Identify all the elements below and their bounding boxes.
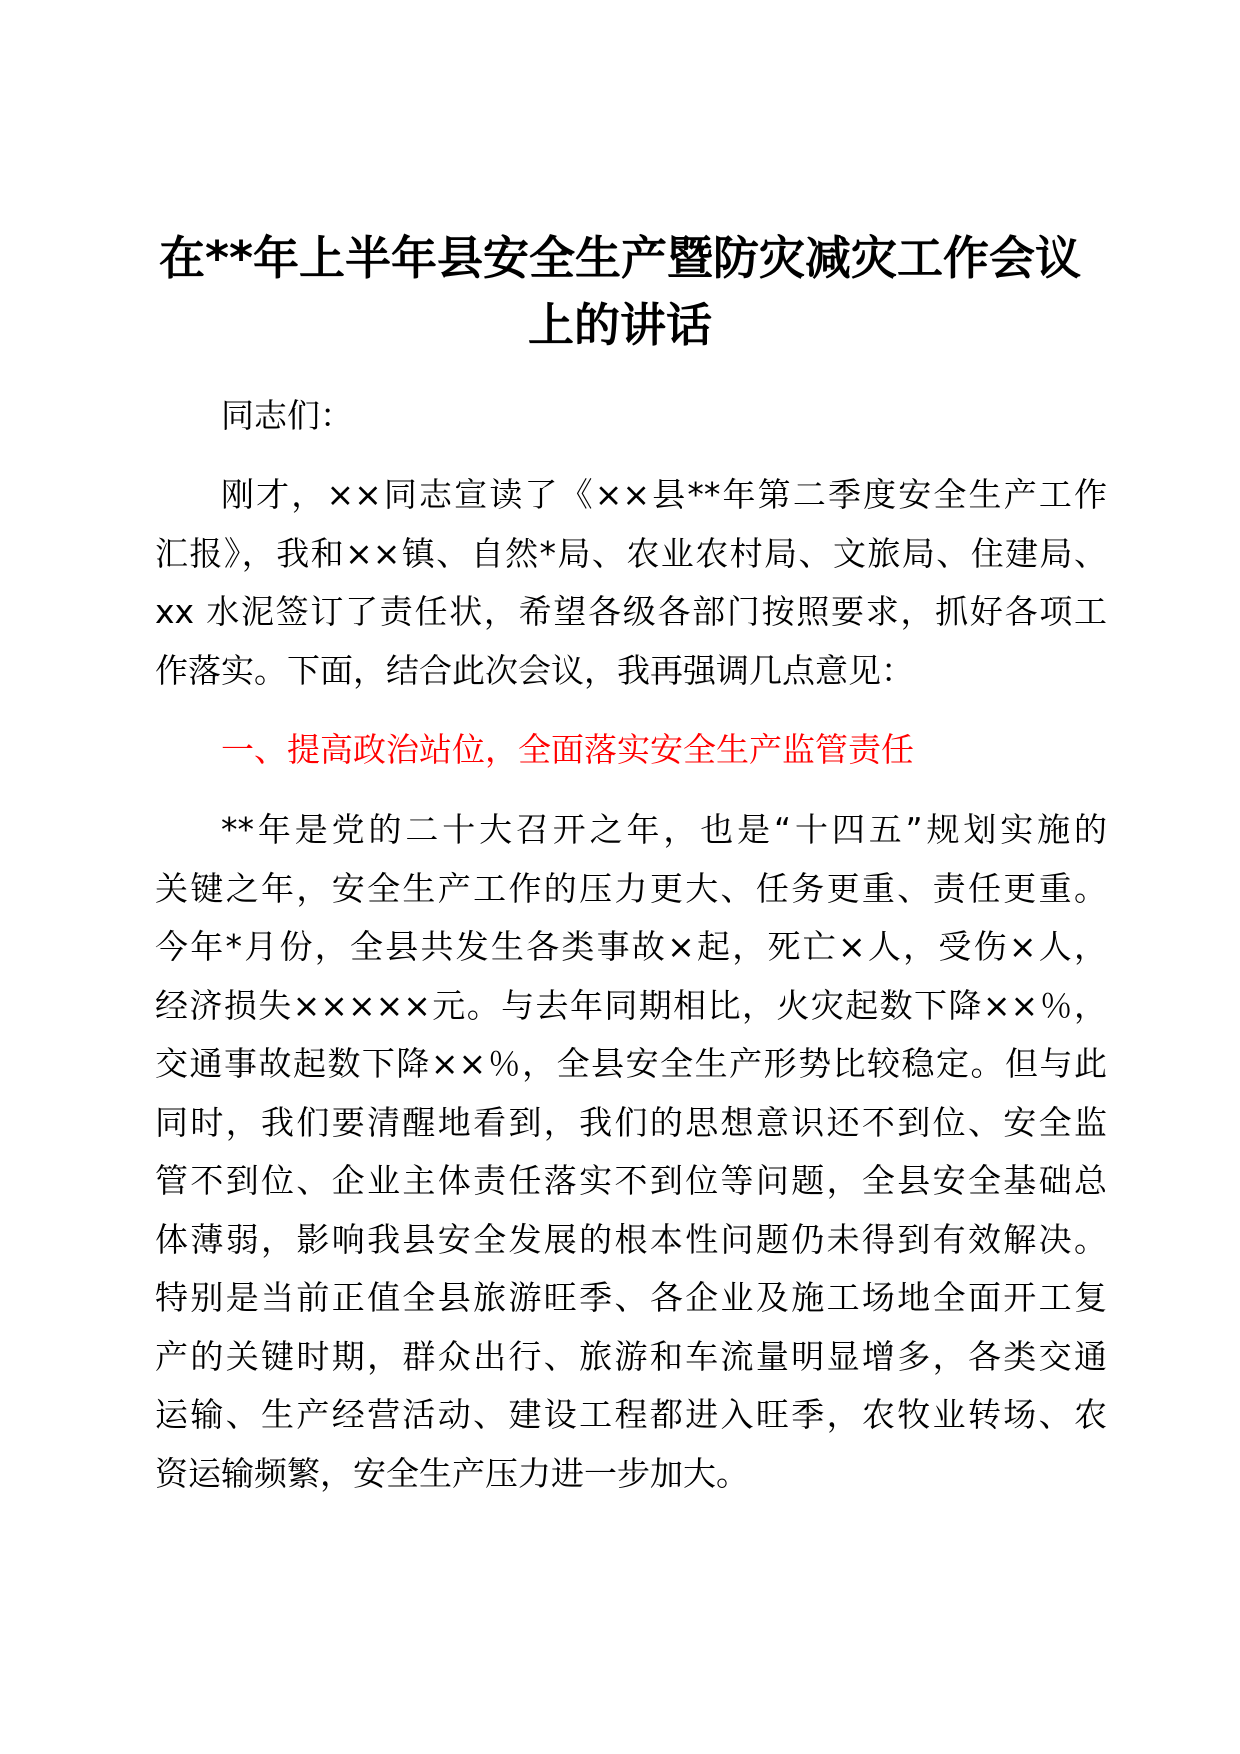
text-line: 作落实。下面，结合此次会议，我再强调几点意见： <box>155 650 914 690</box>
section-heading-block <box>155 721 1107 780</box>
paragraph-intro <box>155 466 1107 700</box>
title-line: 上的讲话 <box>528 298 712 352</box>
text-line: 资运输频繁，安全生产压力进一步加大。 <box>155 1453 749 1493</box>
salutation: 同志们： <box>221 396 353 435</box>
text-line: 运输、生产经营活动、建设工程都进入旺季，农牧业转场、农 <box>155 1395 1107 1434</box>
text-line: 汇报》，我和××镇、自然*局、农业农村局、文旅局、住建局、 <box>155 533 1107 573</box>
text-line: 交通事故起数下降××％，全县安全生产形势比较稳定。但与此 <box>155 1044 1107 1083</box>
text-line: xx 水泥签订了责任状，希望各级各部门按照要求，抓好各项工 <box>155 592 1107 631</box>
text-line: 管不到位、企业主体责任落实不到位等问题，全县安全基础总 <box>155 1161 1107 1200</box>
text-line: 特别是当前正值全县旅游旺季、各企业及施工场地全面开工复 <box>155 1278 1107 1317</box>
title-line: 在**年上半年县安全生产暨防灾减灾工作会议 <box>158 231 1082 285</box>
text-line: 同时，我们要清醒地看到，我们的思想意识还不到位、安全监 <box>155 1102 1107 1142</box>
text-line: 关键之年，安全生产工作的压力更大、任务更重、责任更重。 <box>155 868 1107 908</box>
text-line: **年是党的二十大召开之年，也是“十四五”规划实施的 <box>221 810 1107 849</box>
text-line: 体薄弱，影响我县安全发展的根本性问题仍未得到有效解决。 <box>155 1219 1107 1259</box>
document-title <box>0 225 1240 359</box>
paragraph-section1 <box>155 801 1107 1503</box>
text-line: 今年*月份，全县共发生各类事故×起，死亡×人，受伤×人， <box>155 927 1107 966</box>
text-line: 经济损失×××××元。与去年同期相比，火灾起数下降××％， <box>155 985 1107 1025</box>
section-heading: 一、提高政治站位，全面落实安全生产监管责任 <box>221 730 914 769</box>
text-line: 产的关键时期，群众出行、旅游和车流量明显增多，各类交通 <box>155 1336 1107 1376</box>
salutation-block <box>155 387 1107 446</box>
text-line: 刚才，××同志宣读了《××县**年第二季度安全生产工作 <box>221 475 1107 514</box>
